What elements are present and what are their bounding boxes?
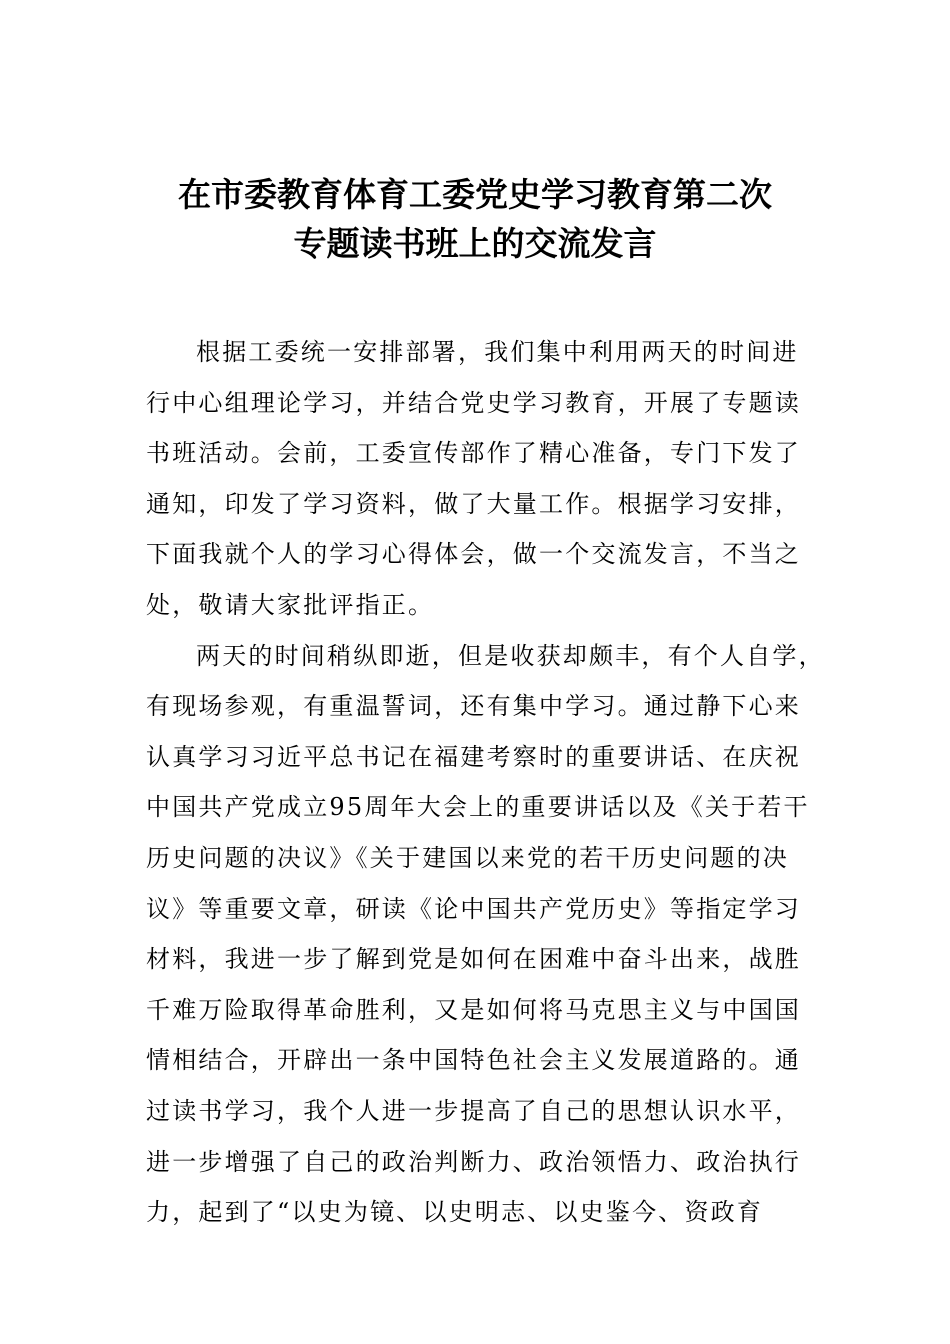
paragraph-2-line: 材料，我进一步了解到党是如何在困难中奋斗出来，战胜: [146, 945, 801, 974]
paragraph-2-line: 情相结合，开辟出一条中国特色社会主义发展道路的。通: [146, 1046, 801, 1075]
paragraph-1-line: 处，敬请大家批评指正。: [146, 590, 435, 619]
paragraph-2-line: 有现场参观，有重温誓词，还有集中学习。通过静下心来: [146, 692, 801, 721]
paragraph-1-line: 下面我就个人的学习心得体会，做一个交流发言，不当之: [146, 540, 801, 569]
paragraph-1-line: 行中心组理论学习，并结合党史学习教育，开展了专题读: [146, 388, 801, 417]
paragraph-2-line: 千难万险取得革命胜利，又是如何将马克思主义与中国国: [146, 995, 801, 1024]
document-title-line-1: 在市委教育体育工委党史学习教育第二次: [178, 175, 772, 214]
document-title-line-2: 专题读书班上的交流发言: [293, 224, 657, 263]
paragraph-2-line: 历史问题的决议》《关于建国以来党的若干历史问题的决: [146, 843, 789, 872]
paragraph-2-line: 过读书学习，我个人进一步提高了自己的思想认识水平，: [146, 1096, 801, 1125]
paragraph-1-line: 根据工委统一安排部署，我们集中利用两天的时间进: [196, 338, 799, 366]
paragraph-2-line: 议》等重要文章，研读《论中国共产党历史》等指定学习: [146, 894, 801, 923]
document-body: [146, 327, 826, 1238]
paragraph-1-line: 通知，印发了学习资料，做了大量工作。根据学习安排，: [146, 489, 801, 518]
paragraph-1-line: 书班活动。会前，工委宣传部作了精心准备，专门下发了: [146, 439, 801, 468]
paragraph-2-line: 进一步增强了自己的政治判断力、政治领悟力、政治执行: [146, 1147, 801, 1176]
paragraph-2-line: 认真学习习近平总书记在福建考察时的重要讲话、在庆祝: [146, 742, 801, 771]
paragraph-2-line: 中国共产党成立95周年大会上的重要讲话以及《关于若干: [146, 793, 810, 822]
paragraph-2-line: 力，起到了“以史为镜、以史明志、以史鉴今、资政育: [146, 1198, 764, 1227]
paragraph-2-line: 两天的时间稍纵即逝，但是收获却颇丰，有个人自学，: [196, 641, 825, 670]
